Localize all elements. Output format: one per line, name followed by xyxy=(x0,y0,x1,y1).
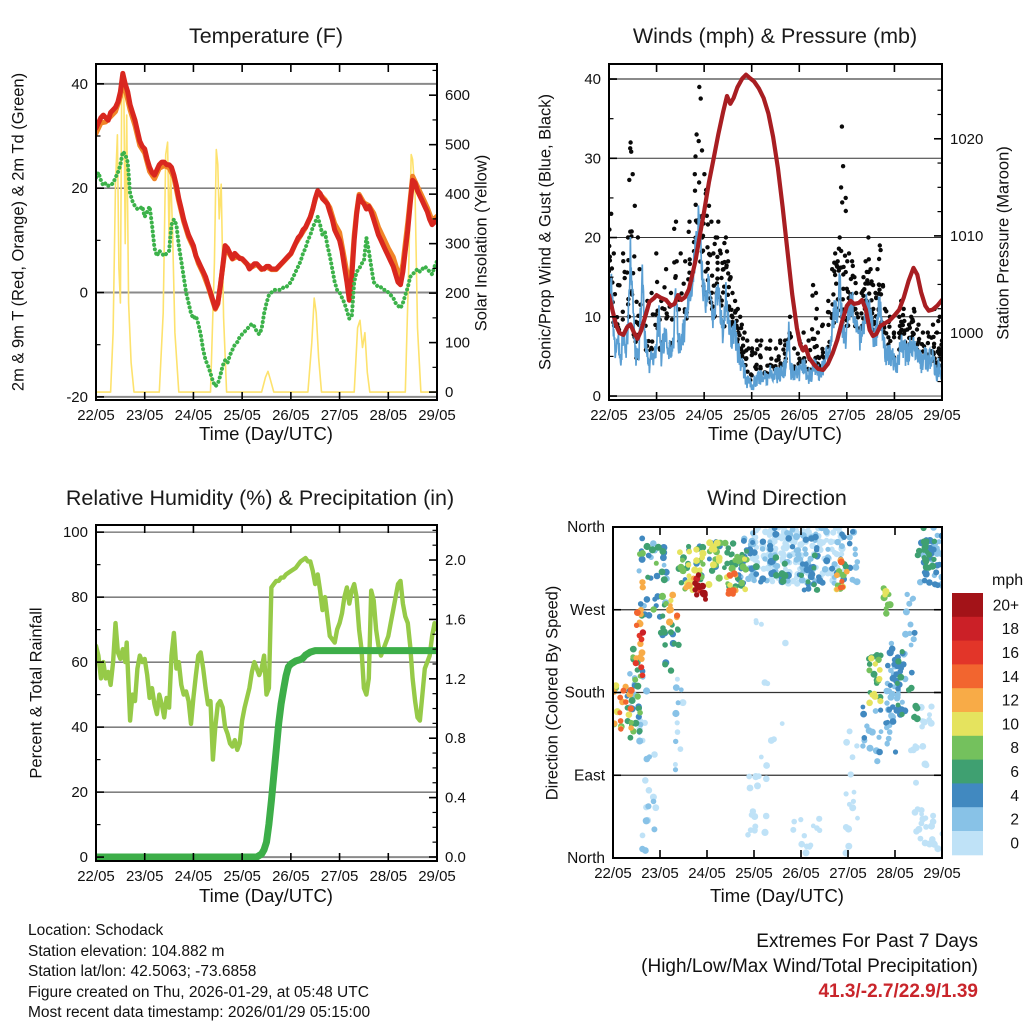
svg-text:28/05: 28/05 xyxy=(876,865,914,882)
svg-text:29/05: 29/05 xyxy=(923,865,961,882)
station-location: Location: Schodack xyxy=(28,922,164,939)
colorbar-title: mph xyxy=(992,572,1024,589)
svg-text:22/05: 22/05 xyxy=(77,407,115,424)
svg-text:40: 40 xyxy=(584,71,601,89)
wind-direction-yaxis-left-label: Direction (Colored By Speed) xyxy=(543,585,562,801)
wind-direction-panel-title: Wind Direction xyxy=(707,486,847,510)
svg-text:0: 0 xyxy=(445,384,454,402)
svg-text:North: North xyxy=(567,519,605,536)
svg-text:27/05: 27/05 xyxy=(320,407,359,424)
svg-text:29/05: 29/05 xyxy=(418,868,456,885)
svg-text:23/05: 23/05 xyxy=(637,407,676,424)
svg-text:24/05: 24/05 xyxy=(174,407,213,424)
svg-text:0: 0 xyxy=(79,284,88,302)
svg-text:28/05: 28/05 xyxy=(875,407,914,424)
temperature-yaxis-right-label: Solar Insolation (Yellow) xyxy=(472,154,491,332)
svg-text:18: 18 xyxy=(1001,621,1019,639)
humidity-plot xyxy=(63,524,466,885)
svg-text:2: 2 xyxy=(1010,811,1019,829)
wind-direction-xaxis-label: Time (Day/UTC) xyxy=(710,885,844,906)
svg-text:100: 100 xyxy=(445,334,471,352)
temperature-frame xyxy=(96,64,437,400)
svg-text:23/05: 23/05 xyxy=(125,868,164,885)
svg-text:25/05: 25/05 xyxy=(735,865,773,882)
temperature-xaxis-label: Time (Day/UTC) xyxy=(199,423,333,444)
svg-text:22/05: 22/05 xyxy=(590,407,628,424)
wind-direction-data xyxy=(611,524,946,856)
svg-text:20+: 20+ xyxy=(992,597,1019,615)
svg-text:26/05: 26/05 xyxy=(272,407,310,424)
svg-text:South: South xyxy=(564,684,605,702)
svg-text:24/05: 24/05 xyxy=(688,865,726,882)
winds-plot xyxy=(584,64,983,424)
svg-text:0: 0 xyxy=(1010,835,1019,853)
svg-text:500: 500 xyxy=(445,136,471,154)
svg-text:27/05: 27/05 xyxy=(320,868,359,885)
svg-text:0: 0 xyxy=(592,388,601,406)
svg-text:14: 14 xyxy=(1001,668,1019,686)
svg-text:10: 10 xyxy=(584,308,601,326)
svg-text:26/05: 26/05 xyxy=(780,407,819,424)
svg-text:25/05: 25/05 xyxy=(223,868,261,885)
svg-text:North: North xyxy=(567,850,605,867)
temperature-panel-title: Temperature (F) xyxy=(188,24,344,48)
svg-text:200: 200 xyxy=(445,285,471,303)
svg-text:23/05: 23/05 xyxy=(641,865,679,882)
svg-text:1020: 1020 xyxy=(950,130,984,148)
winds-yaxis-right-label: Station Pressure (Maroon) xyxy=(994,146,1013,340)
temperature-series-solar-insolation xyxy=(96,73,437,392)
svg-text:600: 600 xyxy=(445,87,471,105)
station-info xyxy=(28,921,370,1024)
svg-text:24/05: 24/05 xyxy=(685,407,723,424)
winds-yaxis-left-label: Sonic/Prop Wind & Gust (Blue, Black) xyxy=(536,93,555,371)
svg-text:1.2: 1.2 xyxy=(445,670,466,688)
svg-text:20: 20 xyxy=(584,229,601,247)
svg-text:23/05: 23/05 xyxy=(125,407,164,424)
svg-text:22/05: 22/05 xyxy=(77,868,115,885)
svg-text:20: 20 xyxy=(71,180,88,198)
humidity-yaxis-left-label: Percent & Total Rainfall xyxy=(27,607,46,779)
extremes-block xyxy=(641,929,978,1004)
svg-text:60: 60 xyxy=(71,654,88,672)
extremes-subtitle: (High/Low/Max Wind/Total Precipitation) xyxy=(641,956,978,977)
svg-text:25/05: 25/05 xyxy=(223,407,261,424)
svg-text:300: 300 xyxy=(445,235,471,253)
winds-xaxis-label: Time (Day/UTC) xyxy=(708,423,842,444)
winds-panel-title: Winds (mph) & Pressure (mb) xyxy=(632,24,918,48)
station-latlon: Station lat/lon: 42.5063; -73.6858 xyxy=(28,963,257,981)
svg-text:1000: 1000 xyxy=(950,324,984,342)
svg-text:27/05: 27/05 xyxy=(829,865,867,882)
svg-text:29/05: 29/05 xyxy=(418,407,456,424)
temperature-data xyxy=(96,73,437,392)
wind-direction-series-direction-dots xyxy=(611,524,946,856)
svg-text:22/05: 22/05 xyxy=(594,865,632,882)
svg-text:26/05: 26/05 xyxy=(272,868,310,885)
svg-text:-20: -20 xyxy=(66,388,88,406)
svg-text:East: East xyxy=(573,767,605,785)
humidity-data xyxy=(96,558,437,857)
svg-text:100: 100 xyxy=(62,524,88,542)
humidity-xaxis-label: Time (Day/UTC) xyxy=(199,885,333,906)
extremes-title: Extremes For Past 7 Days xyxy=(756,931,978,952)
svg-text:80: 80 xyxy=(71,589,88,607)
svg-text:0: 0 xyxy=(79,849,88,867)
svg-text:20: 20 xyxy=(71,784,88,802)
svg-text:16: 16 xyxy=(1001,645,1019,662)
svg-text:0.4: 0.4 xyxy=(445,789,466,807)
svg-text:26/05: 26/05 xyxy=(782,865,820,882)
svg-text:8: 8 xyxy=(1010,740,1019,758)
temperature-plot xyxy=(66,64,470,424)
humidity-ticks xyxy=(63,524,466,885)
svg-text:27/05: 27/05 xyxy=(828,407,866,424)
svg-text:29/05: 29/05 xyxy=(923,407,961,424)
svg-text:2.0: 2.0 xyxy=(445,552,466,570)
svg-text:12: 12 xyxy=(1001,692,1019,710)
temperature-series-temp-2m xyxy=(96,73,437,308)
svg-text:28/05: 28/05 xyxy=(369,868,408,885)
humidity-panel-title: Relative Humidity (%) & Precipitation (in) xyxy=(65,486,455,510)
svg-text:0.0: 0.0 xyxy=(445,848,466,866)
station-elevation: Station elevation: 104.882 m xyxy=(28,942,225,960)
svg-text:40: 40 xyxy=(71,719,88,737)
svg-text:0.8: 0.8 xyxy=(445,730,466,748)
svg-text:25/05: 25/05 xyxy=(732,407,771,424)
humidity-series-relative-humidity xyxy=(96,558,437,760)
svg-text:24/05: 24/05 xyxy=(174,868,213,885)
svg-text:1.6: 1.6 xyxy=(445,611,466,629)
figure-created-line: Figure created on Thu, 2026-01-29, at 05:48 UTC xyxy=(28,983,369,1001)
svg-text:6: 6 xyxy=(1010,764,1019,781)
svg-text:40: 40 xyxy=(71,75,88,93)
svg-text:400: 400 xyxy=(445,186,471,204)
temperature-series-temp-9m xyxy=(96,79,437,310)
recent-data-timestamp: Most recent data timestamp: 2026/01/29 05:15:00 xyxy=(28,1004,371,1022)
temperature-yaxis-left-label: 2m & 9m T (Red, Orange) & 2m Td (Green) xyxy=(9,72,28,392)
svg-text:10: 10 xyxy=(1001,716,1019,734)
svg-text:1010: 1010 xyxy=(950,227,984,245)
wind-direction-plot xyxy=(564,519,1019,882)
winds-data xyxy=(605,75,945,390)
svg-text:28/05: 28/05 xyxy=(369,407,408,424)
svg-text:West: West xyxy=(569,601,605,619)
extremes-values: 41.3/-2.7/22.9/1.39 xyxy=(818,981,978,1002)
svg-text:4: 4 xyxy=(1010,787,1019,805)
svg-text:30: 30 xyxy=(584,150,601,168)
speed-colorbar xyxy=(952,593,1019,855)
